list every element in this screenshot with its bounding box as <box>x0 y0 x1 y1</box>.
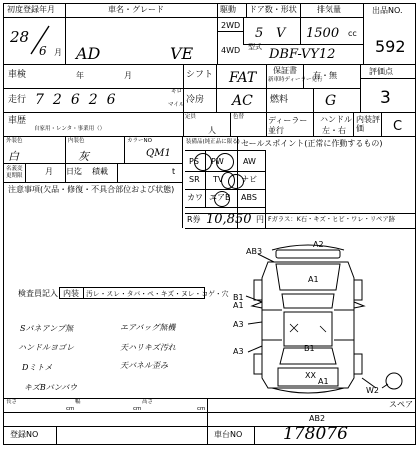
width-label: 幅 <box>75 399 81 405</box>
mileage-value: 72626 <box>35 92 125 108</box>
remark-7: キズBバンバウ <box>24 383 78 392</box>
length-label: 長さ <box>6 399 18 405</box>
diagram-label-front-left-a: B1 <box>233 293 244 302</box>
length-unit: cm <box>66 406 75 412</box>
handle-options: 左・右 <box>322 126 346 135</box>
name-change-month: 月 <box>45 167 53 176</box>
interior-color-label: 内装色 <box>68 138 85 144</box>
glass-note: Fガラス：K石・キズ・ヒビ・ワレ・リペア跡 <box>268 216 395 223</box>
handle-label: ハンドル <box>320 115 352 124</box>
shift-label: シフト <box>186 70 214 80</box>
loading-label: 積載 <box>92 167 108 176</box>
color-no-label: カラーNO <box>127 138 152 144</box>
diagram-label-rear-a1: A1 <box>318 377 329 386</box>
diagram-label-rear-xx: XX <box>305 371 316 380</box>
mileage-label: 走行 <box>8 95 27 105</box>
model-value: DBF-VY12 <box>269 47 336 62</box>
diagram-label-front-left-b: A1 <box>233 301 244 310</box>
car-name-label: 車名・グレード <box>108 5 164 14</box>
recycle-unit: 円 <box>256 215 264 224</box>
color-no-value: QM1 <box>146 148 171 159</box>
score-label: 評価点 <box>369 67 393 76</box>
chassis-label: 車台NO <box>214 430 243 439</box>
exterior-color-value: 白 <box>8 150 19 163</box>
equip-airbag: エアB <box>209 193 231 202</box>
model-label: 型式 <box>248 43 262 51</box>
sales-points-label: セールスポイント(正常に作動するもの) <box>241 139 383 148</box>
recycle-label: R券 <box>187 215 201 224</box>
history-label: 車歴 <box>8 116 27 126</box>
diagram-label-top-left: AB3 <box>246 247 263 256</box>
aircon-label: 冷房 <box>186 95 205 105</box>
car-damage-diagram <box>238 228 414 398</box>
cc-unit: cc <box>348 29 357 38</box>
inspection-year-unit: 年 <box>76 71 84 80</box>
inspector-options: 汚レ・スレ・タバ・ペ・キズ・ヌレ・コゲ・穴 <box>86 290 229 298</box>
mile-unit: マイル <box>168 102 185 108</box>
interior-score-label: 内装評価 <box>356 115 380 134</box>
interior-score-value: C <box>393 119 403 134</box>
inspection-month-unit: 月 <box>124 71 132 80</box>
width-unit: cm <box>133 406 142 412</box>
color-change-label: 色替 <box>233 114 245 120</box>
score-value: 3 <box>380 88 391 108</box>
fuel-value: G <box>325 93 337 109</box>
car-name-value: AD <box>76 44 101 63</box>
grade-value: VE <box>170 44 194 63</box>
reg-month-value: 6 <box>39 44 47 58</box>
diagram-label-left-upper: A3 <box>233 320 244 329</box>
lot-value: 592 <box>375 37 406 56</box>
equip-aw: AW <box>243 157 256 166</box>
equip-tv: TV <box>213 175 224 184</box>
equipment-label: 装備品(純正品に限る) <box>186 139 240 145</box>
dealer-label: ディーラー並行 <box>268 116 308 135</box>
loading-unit: t <box>172 167 176 176</box>
equip-pw: PW <box>211 157 224 166</box>
drive-label: 駆動 <box>220 5 236 14</box>
name-change-day: 日迄 <box>66 167 82 176</box>
reg-no-label: 登録NO <box>10 430 39 439</box>
remark-5: Dミトメ <box>22 363 53 372</box>
km-unit: キロ <box>171 89 183 95</box>
exterior-color-label: 外装色 <box>6 138 23 144</box>
height-label: 高さ <box>142 399 154 405</box>
equip-leather: カワ <box>187 193 203 202</box>
displacement-label: 排気量 <box>317 5 341 14</box>
lot-label: 出品NO. <box>372 6 403 15</box>
aircon-value: AC <box>232 93 253 109</box>
recycle-value: 10,850 <box>206 212 252 227</box>
diagram-label-hood: A1 <box>308 275 319 284</box>
equip-navi: ナビ <box>241 175 257 184</box>
reg-year-value: 28 <box>10 28 30 46</box>
capacity-unit: 人 <box>208 126 216 135</box>
reg-month-unit: 月 <box>54 48 62 57</box>
equip-ps: PS <box>189 157 199 166</box>
remark-2: エアバッグ無機 <box>120 323 176 332</box>
diagram-label-left-lower: A3 <box>233 347 244 356</box>
inspector-label: 検査員記入 <box>18 289 58 298</box>
diagram-label-center: B1 <box>304 344 315 353</box>
inspector-category: 内装 <box>63 289 79 298</box>
equip-ps-circle <box>194 153 212 171</box>
inspection-label: 車検 <box>8 70 27 80</box>
interior-color-value: 灰 <box>78 150 89 163</box>
warranty-label: 保証書 <box>273 66 297 75</box>
warranty-options: 有・無 <box>313 71 337 80</box>
name-change-label: 名義変更期限 <box>6 166 23 180</box>
equip-abs: ABS <box>241 193 257 202</box>
diagram-label-rear-right: W2 <box>366 386 379 395</box>
chassis-value: 178076 <box>283 424 348 444</box>
remark-4: 天ハリキズ汚れ <box>120 343 176 352</box>
history-options: 自家用・レンタ・事業用（） <box>34 126 106 132</box>
doors-label: ドア数・形状 <box>249 5 297 14</box>
height-unit: cm <box>197 406 206 412</box>
diagram-label-top-front: A2 <box>313 240 324 249</box>
remark-6: 天バネル歪み <box>120 361 168 370</box>
displacement-value: 1500 <box>306 26 340 41</box>
drive-4wd: 4WD <box>221 46 241 55</box>
doors-value: 5 <box>255 26 264 41</box>
shape-value: V <box>276 26 286 41</box>
drive-2wd: 2WD <box>221 21 241 30</box>
diagram-label-bottom: AB2 <box>309 414 326 423</box>
equip-airbag-circle <box>214 191 230 207</box>
remark-1: Sパネアンプ無 <box>20 324 74 333</box>
warranty-sub: 新車時ディーラー発行 <box>268 77 323 83</box>
reg-year-label: 初度登録年月 <box>7 5 55 14</box>
equip-sr: SR <box>189 175 200 184</box>
remark-3: ハンドルヨゴレ <box>18 343 74 352</box>
fuel-label: 燃料 <box>270 95 289 105</box>
shift-value: FAT <box>229 70 257 86</box>
notes-label: 注意事項(欠品・修復・不具合部位および状態) <box>8 185 175 194</box>
equip-navi-circle <box>228 174 244 189</box>
capacity-label: 定員 <box>185 114 197 120</box>
diagram-label-spare: スペア <box>389 400 413 409</box>
equip-pw-circle <box>216 153 234 171</box>
